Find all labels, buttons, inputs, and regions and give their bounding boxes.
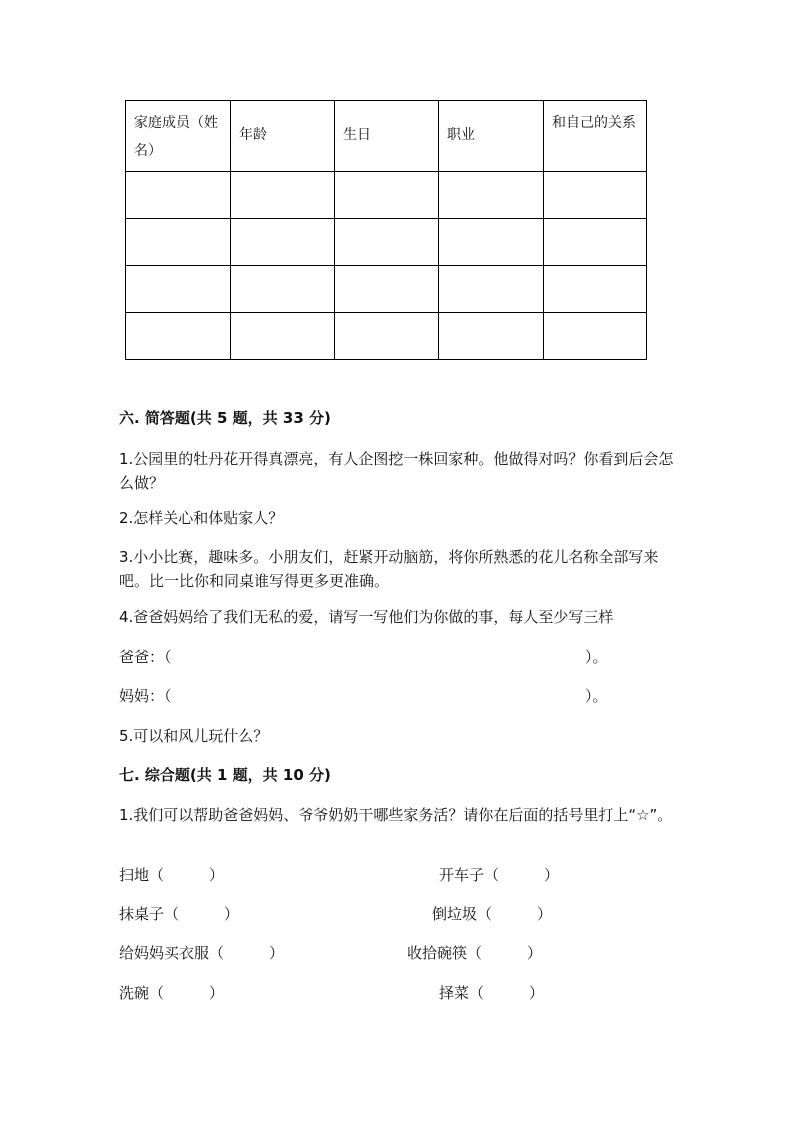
table-cell[interactable] [544, 266, 647, 313]
question-6-4: 4.爸爸妈妈给了我们无私的爱，请写一写他们为你做的事，每人至少写三样 [119, 608, 614, 626]
question-7-1: 1.我们可以帮助爸爸妈妈、爷爷奶奶干哪些家务活？请你在后面的括号里打上“☆”。 [119, 806, 673, 824]
mom-answer-close: ）。 [585, 687, 608, 705]
table-cell[interactable] [231, 266, 335, 313]
task-drive-car: 开车子（ ） [439, 866, 560, 884]
header-birthday: 生日 [335, 101, 439, 172]
question-6-2: 2.怎样关心和体贴家人？ [119, 509, 284, 527]
table-cell[interactable] [335, 266, 439, 313]
task-pick-vegetables: 择菜（ ） [439, 984, 545, 1002]
family-members-table [125, 100, 647, 360]
table-cell[interactable] [335, 313, 439, 360]
table-cell[interactable] [544, 219, 647, 266]
question-6-3: 3.小小比赛，趣味多。小朋友们，赶紧开动脑筋，将你所熟悉的花儿名称全部写来吧。比一比你和同桌谁写得更多更准确。 [119, 548, 659, 590]
table-cell[interactable] [544, 172, 647, 219]
table-cell[interactable] [126, 313, 231, 360]
table-cell[interactable] [439, 219, 544, 266]
task-buy-clothes: 给妈妈买衣服（ ） [119, 944, 285, 962]
table-cell[interactable] [439, 266, 544, 313]
table-cell[interactable] [231, 219, 335, 266]
dad-answer-label: 爸爸：（ [119, 648, 172, 666]
task-clear-dishes: 收拾碗筷（ ） [407, 944, 543, 962]
table-cell[interactable] [126, 219, 231, 266]
section-6-title: 六. 简答题(共 5 题，共 33 分) [119, 409, 331, 427]
table-cell[interactable] [231, 313, 335, 360]
table-row [126, 313, 647, 360]
table-row [126, 266, 647, 313]
mom-answer-label: 妈妈：（ [119, 687, 172, 705]
table-row [126, 172, 647, 219]
table-header-row [126, 101, 647, 172]
table-cell[interactable] [544, 313, 647, 360]
table-cell[interactable] [335, 219, 439, 266]
header-occupation: 职业 [439, 101, 544, 172]
question-6-1: 1.公园里的牡丹花开得真漂亮，有人企图挖一株回家种。他做得对吗？你看到后会怎么做？ [119, 450, 674, 492]
table-row [126, 219, 647, 266]
table-cell[interactable] [335, 172, 439, 219]
header-member-name: 家庭成员（姓名） [126, 101, 231, 172]
table-cell[interactable] [126, 172, 231, 219]
task-sweep-floor: 扫地（ ） [119, 866, 225, 884]
task-wash-dishes: 洗碗（ ） [119, 984, 225, 1002]
table-cell[interactable] [439, 313, 544, 360]
section-7-title: 七. 综合题(共 1 题，共 10 分) [119, 766, 331, 784]
header-relationship: 和自己的关系 [544, 101, 647, 172]
table-cell[interactable] [231, 172, 335, 219]
header-age: 年龄 [231, 101, 335, 172]
question-6-5: 5.可以和风儿玩什么？ [119, 727, 269, 745]
task-take-out-trash: 倒垃圾（ ） [432, 905, 553, 923]
dad-answer-close: ）。 [585, 648, 608, 666]
table-cell[interactable] [126, 266, 231, 313]
table-cell[interactable] [439, 172, 544, 219]
task-wipe-table: 抹桌子（ ） [119, 905, 240, 923]
